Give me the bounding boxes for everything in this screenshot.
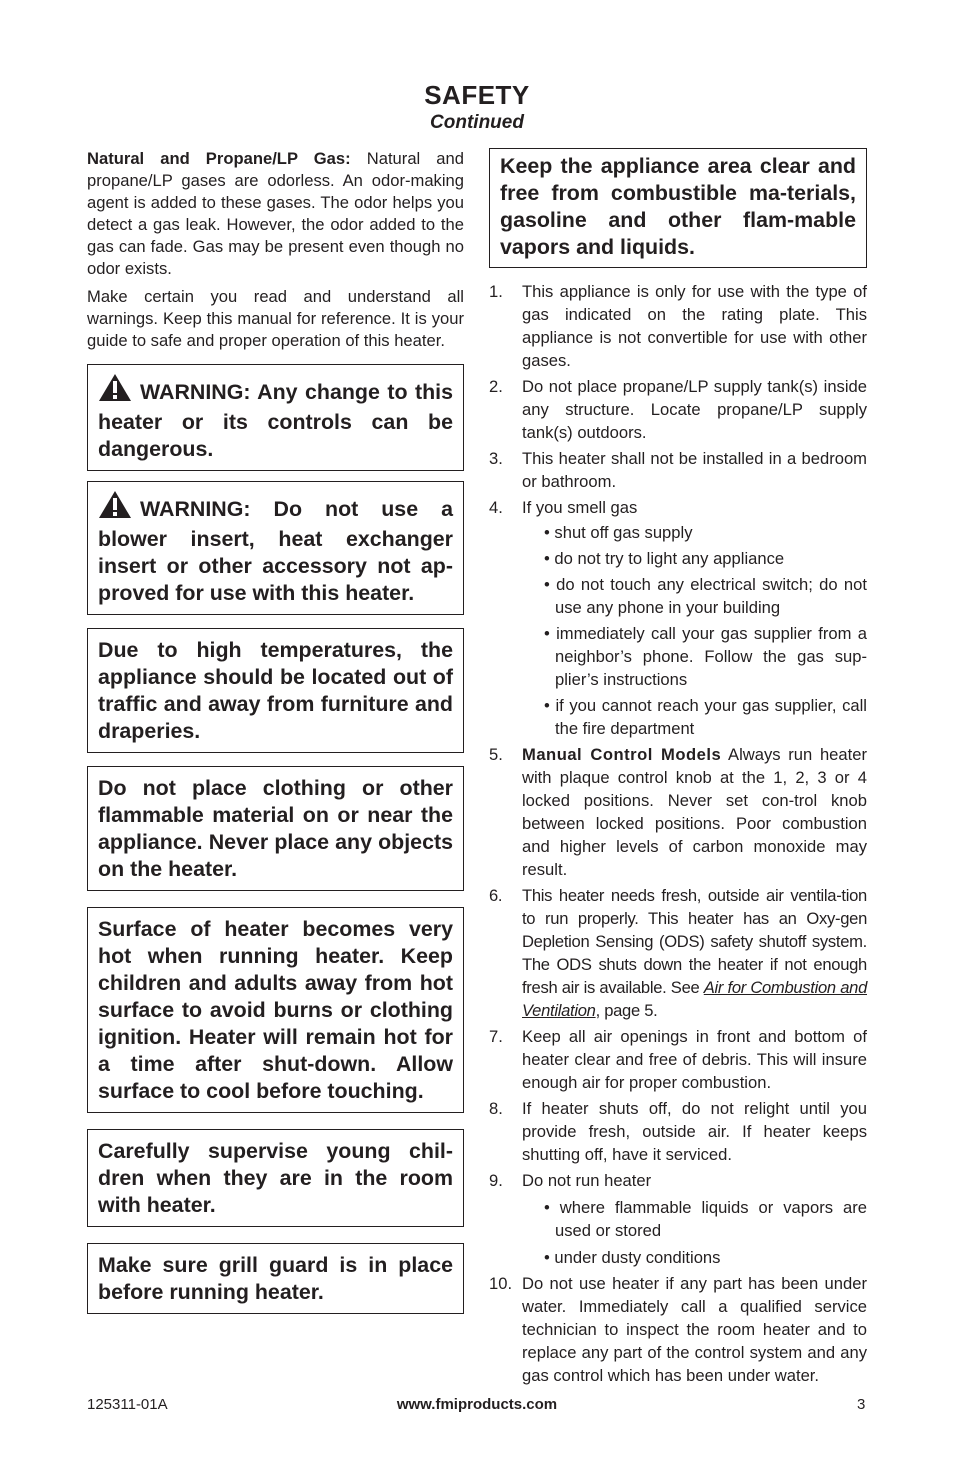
list-item: 8. If heater shuts off, do not relight until you provide fresh, outside air. If heater keeps shutting off, have it serviced. (489, 1099, 867, 1164)
list-item: 5. Manual Control Models Always run heater with plaque control knob at the 1, 2, 3 or 4 locked positions. Never set con-trol knob between locked positions. Poor combustion and higher levels of carbon monoxide may result. (489, 745, 867, 879)
caution-box-children: Carefully supervise young chil-dren when they are in the room with heater. (87, 1129, 464, 1227)
warning-text-1: WARNING: Any change to this heater or its controls can be dangerous. (98, 380, 453, 461)
bullet-item: • do not touch any electrical switch; do not use any phone in your building (544, 575, 867, 617)
bullet-item: • shut off gas supply (544, 523, 693, 542)
warning-triangle-icon (98, 490, 132, 526)
warning-text-2: WARNING: Do not use a blower insert, heat exchanger insert or other accessory not ap-proved for use with this heater. (98, 497, 453, 605)
list-item: 6. This heater needs fresh, outside air ventila-tion to run properly. This heater has an Oxy-gen Depletion Sensing (ODS) safety shutoff system. The ODS shuts down the heater if not enough fresh air is available. See Air for Combustion and Ventilation, page 5. (489, 886, 867, 1020)
right-column (489, 148, 867, 1390)
bullet-item: • if you cannot reach your gas supplier, call the fire department (544, 696, 867, 738)
bullet-item: • under dusty conditions (544, 1248, 721, 1267)
warning-box-1 (87, 364, 464, 471)
caution-box-clothing: Do not place clothing or other flammable material on or near the appliance. Never place any objects on the heater. (87, 766, 464, 891)
list-item: 7. Keep all air openings in front and bottom of heater clear and free of debris. This will insure enough air for proper combustion. (489, 1027, 867, 1092)
caution-box-temperature: Due to high temperatures, the appliance should be located out of traffic and away from furniture and draperies. (87, 628, 464, 753)
warning-box-2 (87, 481, 464, 615)
bullet-item: • immediately call your gas supplier from a neighbor’s phone. Follow the gas sup-plier’s instructions (544, 624, 867, 689)
bullet-item: • do not try to light any appliance (544, 549, 785, 568)
intro-paragraph-2: Make certain you read and understand all warnings. Keep this manual for reference. It is your guide to safe and proper operation of this heater. (87, 287, 464, 350)
intro-text: Natural and propane/LP gases are odorless. An odor-making agent is added to these gases. The odor helps you detect a gas leak. However, the odor added to the gas can fade. Gas may be present even though no odor exists. (87, 149, 464, 278)
list-item: 9. Do not run heater • where flammable liquids or vapors are used or stored • under dusty conditions (489, 1171, 867, 1267)
warning-triangle-icon (98, 373, 132, 409)
keep-clear-box: Keep the appliance area clear and free from combustible ma-terials, gasoline and other flam-mable vapors and liquids. (489, 148, 867, 268)
document-number: 125311-01A (87, 1396, 168, 1413)
section-reference-link[interactable]: Air for Combustion and Ventilation (522, 978, 867, 1020)
intro-lead: Natural and Propane/LP Gas: (87, 149, 351, 168)
list-item: 2. Do not place propane/LP supply tank(s) inside any structure. Locate propane/LP supply tank(s) outdoors. (489, 377, 867, 442)
page-number: 3 (857, 1396, 866, 1413)
safety-list (489, 280, 867, 1387)
do-not-run-bullets (522, 1196, 867, 1269)
list-item: 1. This appliance is only for use with the type of gas indicated on the rating plate. This appliance is not convertible for use with other gases. (489, 282, 867, 370)
website-link[interactable]: www.fmiproducts.com (396, 1396, 558, 1413)
list-item: 10. Do not use heater if any part has been under water. Immediately call a qualified service technician to inspect the room heater and to replace any part of the control system and any gas control which has been under water. (489, 1274, 867, 1385)
gas-smell-bullets (522, 521, 867, 740)
left-column (87, 148, 464, 1314)
caution-box-grill-guard: Make sure grill guard is in place before running heater. (87, 1243, 464, 1314)
intro-paragraph (87, 148, 464, 280)
list-item: 4. If you smell gas • shut off gas supply • do not try to light any appliance • do not touch any electrical switch; do not use any phone in your building • immediately call your gas supplier from a neighbor’s phone. Follow the gas sup-plier’s instructions • if you cannot reach your gas supplier, call the fire department (489, 498, 867, 738)
caution-box-hot-surface: Surface of heater becomes very hot when running heater. Keep children and adults away from hot surface to avoid burns or clothing ignition. Heater will remain hot for a time after shut-down. Allow surface to cool before touching. (87, 907, 464, 1113)
bullet-item: • where flammable liquids or vapors are used or stored (544, 1198, 867, 1240)
page-title: SAFETY (424, 80, 530, 110)
page-subtitle: Continued (430, 112, 524, 133)
list-item: 3. This heater shall not be installed in a bedroom or bathroom. (489, 449, 867, 491)
